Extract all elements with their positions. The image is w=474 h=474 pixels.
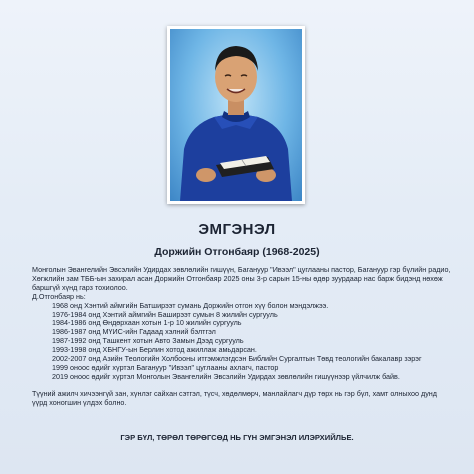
bio-list xyxy=(32,302,452,382)
bio-heading: Д.Отгонбаяр нь: xyxy=(32,291,86,301)
page-title: ЭМГЭНЭЛ xyxy=(198,221,276,238)
bio-item: 2002-2007 онд Азийн Теологийн Холбооны итгэмжлэгдсэн Библийн Сургалтын Төвд теологийн бакалавр зэрэг xyxy=(52,354,422,364)
condolence-footer: ГЭР БҮЛ, ТӨРӨЛ ТӨРӨГСӨД НЬ ГҮН ЭМГЭНЭЛ ИЛЭРХИЙЛЬЕ. xyxy=(120,433,354,442)
bio-item: 1987-1992 онд Ташкент хотын Авто Замын Дээд сургууль xyxy=(52,336,244,346)
portrait-frame xyxy=(167,26,305,204)
bio-item: 2019 оноос өдийг хүртэл Монголын Эвангелийн Эвсэлийн Удирдах зөвлөлийн гишүүнээр үйлчилж байв. xyxy=(52,371,400,381)
bio-item: 1999 оноос өдийг хүртэл Багануур "Ивээл" цуглааны ахлагч, пастор xyxy=(52,362,279,372)
portrait-photo xyxy=(170,29,302,201)
bio-item: 1984-1986 онд Өндөрхаан хотын 1-р 10 жилийн сургууль xyxy=(52,318,242,328)
bio-item: 1976-1984 онд Хэнтий аймгийн Баширээт сумын 8 жилийн сургууль xyxy=(52,309,278,319)
bio-item: 1986-1987 онд МҮИС-ийн Гадаад хэлний бэлтгэл xyxy=(52,327,216,337)
deceased-name: Доржийн Отгонбаяр (1968-2025) xyxy=(154,246,320,258)
portrait-illustration xyxy=(170,29,302,201)
intro-paragraph: Монголын Эвангелийн Эвсэлийн Удирдах зөвлөлийн гишүүн, Багануур "Ивээл" цуглааны пастор, Багануур гэр бүлийн радио, Хөгжлийн зам ТББ-ын захирал асан Доржийн Отгонбаяр 2025 оны 3-р сарын 15-ны өдөр зуурдаар нас барж бидэнд нөхөж баршгүй хүнд гарз тохиолоо. xyxy=(32,265,451,292)
closing-paragraph: Түүний ажилч хичээнгүй зан, хүнлэг сайхан сэтгэл, түсч, хөдөлмөрч, манлайлагч дүр төрх нь гэр бүл, хамт олныхоо дунд үүрд хоногшин үлдэх болно. xyxy=(32,388,437,407)
bio-item: 1968 онд Хэнтий аймгийн Батширээт сумань Доржийн отгон хүү болон мэндэлжээ. xyxy=(52,300,329,310)
obituary-body xyxy=(32,266,452,408)
bio-item: 1993-1998 онд ХБНГУ-ын Берлин хотод ажиллаж амьдарсан. xyxy=(52,345,257,355)
